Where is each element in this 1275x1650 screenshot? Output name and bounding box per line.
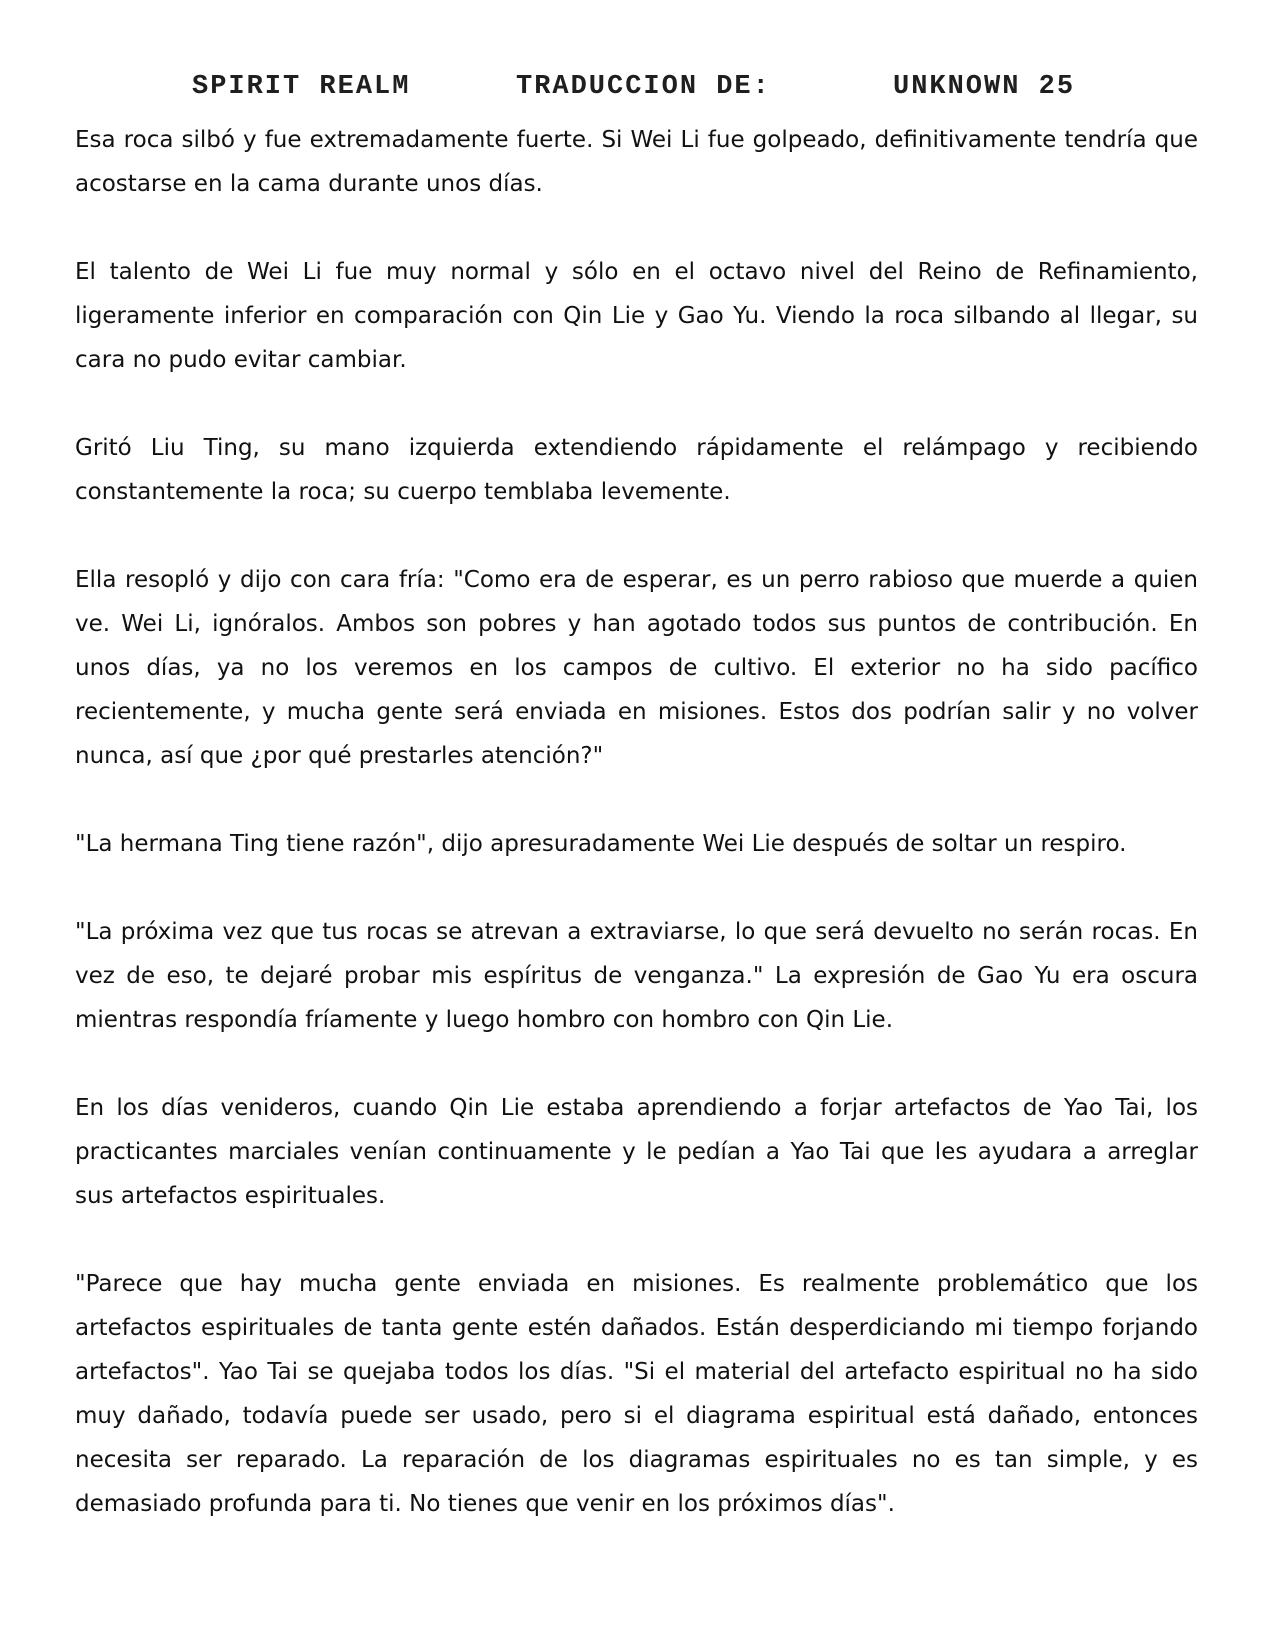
paragraph: "La hermana Ting tiene razón", dijo apresuradamente Wei Lie después de soltar un respiro. [75, 831, 1127, 857]
header-translation-label: TRADUCCION DE: [516, 72, 771, 102]
paragraph: El talento de Wei Li fue muy normal y sólo en el octavo nivel del Reino de Refinamiento, ligeramente inferior en comparación con Qin Lie y Gao Yu. Viendo la roca silbando al llegar, su cara no pudo evitar cambiar. [75, 259, 1198, 373]
document-body [75, 118, 1198, 1570]
page-header [0, 72, 1275, 116]
paragraph: "Parece que hay mucha gente enviada en misiones. Es realmente problemático que los artefactos espirituales de tanta gente estén dañados. Están desperdiciando mi tiempo forjando artefactos". Yao Tai se quejaba todos los días. "Si el material del artefacto espiritual no ha sido muy dañado, todavía puede ser usado, pero si el diagrama espiritual está dañado, entonces necesita ser reparado. La reparación de los diagramas espirituales no es tan simple, y es demasiado profunda para ti. No tienes que venir en los próximos días". [75, 1271, 1198, 1517]
paragraph: "La próxima vez que tus rocas se atrevan a extraviarse, lo que será devuelto no serán rocas. En vez de eso, te dejaré probar mis espíritus de venganza." La expresión de Gao Yu era oscura mientras respondía fríamente y luego hombro con hombro con Qin Lie. [75, 919, 1198, 1033]
header-translator-name: UNKNOWN 25 [893, 72, 1076, 102]
paragraph: Gritó Liu Ting, su mano izquierda extendiendo rápidamente el relámpago y recibiendo constantemente la roca; su cuerpo temblaba levemente. [75, 435, 1198, 505]
paragraph: En los días venideros, cuando Qin Lie estaba aprendiendo a forjar artefactos de Yao Tai, los practicantes marciales venían continuamente y le pedían a Yao Tai que les ayudara a arreglar sus artefactos espirituales. [75, 1095, 1198, 1209]
header-series-title: SPIRIT REALM [192, 72, 411, 102]
paragraph: Ella resopló y dijo con cara fría: "Como era de esperar, es un perro rabioso que muerde a quien ve. Wei Li, ignóralos. Ambos son pobres y han agotado todos sus puntos de contribución. En unos días, ya no los veremos en los campos de cultivo. El exterior no ha sido pacífico recientemente, y mucha gente será enviada en misiones. Estos dos podrían salir y no volver nunca, así que ¿por qué prestarles atención?" [75, 567, 1198, 769]
paragraph: Esa roca silbó y fue extremadamente fuerte. Si Wei Li fue golpeado, definitivamente tendría que acostarse en la cama durante unos días. [75, 127, 1198, 197]
